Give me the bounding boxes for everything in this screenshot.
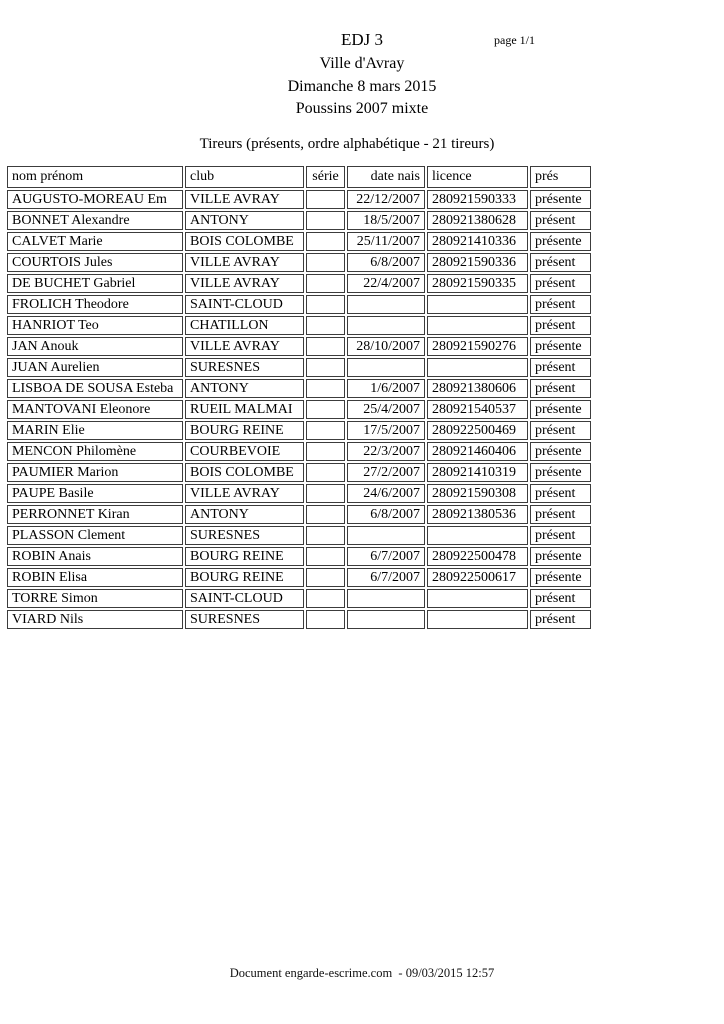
cell-name: BONNET Alexandre <box>7 211 183 230</box>
cell-licence: 280921380628 <box>427 211 528 230</box>
cell-name: PERRONNET Kiran <box>7 505 183 524</box>
cell-date_nais <box>347 589 425 608</box>
cell-name: LISBOA DE SOUSA Esteba <box>7 379 183 398</box>
cell-pres: présent <box>530 295 591 314</box>
cell-date_nais: 6/7/2007 <box>347 547 425 566</box>
cell-serie <box>306 463 345 482</box>
cell-club: BOURG REINE <box>185 547 304 566</box>
cell-serie <box>306 274 345 293</box>
cell-licence: 280921590333 <box>427 190 528 209</box>
cell-pres: présente <box>530 547 591 566</box>
cell-pres: présent <box>530 610 591 629</box>
cell-pres: présente <box>530 442 591 461</box>
cell-serie <box>306 547 345 566</box>
cell-serie <box>306 232 345 251</box>
cell-pres: présent <box>530 526 591 545</box>
table-row <box>7 589 591 608</box>
cell-licence: 280921380606 <box>427 379 528 398</box>
table-row <box>7 253 591 272</box>
cell-serie <box>306 358 345 377</box>
cell-serie <box>306 484 345 503</box>
cell-name: PLASSON Clement <box>7 526 183 545</box>
cell-pres: présent <box>530 274 591 293</box>
cell-date_nais: 22/4/2007 <box>347 274 425 293</box>
table-row <box>7 295 591 314</box>
cell-name: COURTOIS Jules <box>7 253 183 272</box>
cell-licence <box>427 589 528 608</box>
cell-serie <box>306 211 345 230</box>
cell-serie <box>306 379 345 398</box>
cell-name: PAUMIER Marion <box>7 463 183 482</box>
cell-date_nais: 22/12/2007 <box>347 190 425 209</box>
cell-date_nais <box>347 610 425 629</box>
cell-club: ANTONY <box>185 379 304 398</box>
cell-club: BOIS COLOMBE <box>185 463 304 482</box>
cell-pres: présente <box>530 337 591 356</box>
cell-name: TORRE Simon <box>7 589 183 608</box>
cell-licence <box>427 295 528 314</box>
cell-name: MANTOVANI Eleonore <box>7 400 183 419</box>
cell-licence: 280921590308 <box>427 484 528 503</box>
cell-date_nais <box>347 295 425 314</box>
column-header-name: nom prénom <box>7 166 183 188</box>
column-header-serie: série <box>306 166 345 188</box>
cell-club: ANTONY <box>185 505 304 524</box>
subtitle-venue: Ville d'Avray <box>319 55 405 72</box>
cell-date_nais: 6/8/2007 <box>347 505 425 524</box>
cell-name: DE BUCHET Gabriel <box>7 274 183 293</box>
cell-name: JUAN Aurelien <box>7 358 183 377</box>
column-header-club: club <box>185 166 304 188</box>
cell-pres: présente <box>530 190 591 209</box>
cell-name: ROBIN Anais <box>7 547 183 566</box>
cell-serie <box>306 295 345 314</box>
cell-date_nais: 28/10/2007 <box>347 337 425 356</box>
cell-pres: présent <box>530 484 591 503</box>
cell-date_nais: 24/6/2007 <box>347 484 425 503</box>
cell-date_nais: 27/2/2007 <box>347 463 425 482</box>
cell-club: SURESNES <box>185 526 304 545</box>
cell-club: COURBEVOIE <box>185 442 304 461</box>
cell-pres: présente <box>530 463 591 482</box>
cell-serie <box>306 526 345 545</box>
cell-pres: présent <box>530 253 591 272</box>
cell-pres: présente <box>530 568 591 587</box>
cell-club: ANTONY <box>185 211 304 230</box>
column-header-licence: licence <box>427 166 528 188</box>
cell-pres: présent <box>530 379 591 398</box>
cell-pres: présent <box>530 211 591 230</box>
table-row <box>7 232 591 251</box>
cell-club: RUEIL MALMAI <box>185 400 304 419</box>
footer-note: Document engarde-escrime.com - 09/03/2015 12:57 <box>229 966 495 980</box>
table-row <box>7 211 591 230</box>
attendance-table <box>5 164 593 631</box>
column-header-pres: prés <box>530 166 591 188</box>
cell-name: PAUPE Basile <box>7 484 183 503</box>
cell-date_nais <box>347 316 425 335</box>
table-row <box>7 526 591 545</box>
cell-pres: présente <box>530 232 591 251</box>
cell-name: CALVET Marie <box>7 232 183 251</box>
cell-date_nais: 6/7/2007 <box>347 568 425 587</box>
cell-serie <box>306 505 345 524</box>
cell-pres: présent <box>530 589 591 608</box>
table-row <box>7 421 591 440</box>
cell-pres: présent <box>530 421 591 440</box>
cell-date_nais: 18/5/2007 <box>347 211 425 230</box>
cell-licence: 280922500617 <box>427 568 528 587</box>
cell-name: HANRIOT Teo <box>7 316 183 335</box>
cell-club: SAINT-CLOUD <box>185 589 304 608</box>
cell-licence: 280921590335 <box>427 274 528 293</box>
cell-club: VILLE AVRAY <box>185 253 304 272</box>
cell-date_nais: 22/3/2007 <box>347 442 425 461</box>
cell-serie <box>306 337 345 356</box>
cell-name: VIARD Nils <box>7 610 183 629</box>
page-title: EDJ 3 <box>340 30 384 49</box>
cell-club: SAINT-CLOUD <box>185 295 304 314</box>
table-row <box>7 316 591 335</box>
cell-licence: 280921410319 <box>427 463 528 482</box>
cell-name: MENCON Philomène <box>7 442 183 461</box>
table-row <box>7 337 591 356</box>
subtitle-date: Dimanche 8 mars 2015 <box>287 78 437 95</box>
cell-pres: présent <box>530 316 591 335</box>
cell-serie <box>306 400 345 419</box>
cell-pres: présent <box>530 358 591 377</box>
cell-licence <box>427 316 528 335</box>
cell-club: CHATILLON <box>185 316 304 335</box>
cell-licence: 280922500469 <box>427 421 528 440</box>
cell-licence: 280921410336 <box>427 232 528 251</box>
table-row <box>7 547 591 566</box>
section-title: Tireurs (présents, ordre alphabétique - 21 tireurs) <box>199 136 495 152</box>
table-row <box>7 400 591 419</box>
cell-club: SURESNES <box>185 358 304 377</box>
table-row <box>7 484 591 503</box>
cell-name: AUGUSTO-MOREAU Em <box>7 190 183 209</box>
cell-serie <box>306 316 345 335</box>
table-row <box>7 610 591 629</box>
subtitle-category: Poussins 2007 mixte <box>295 100 429 117</box>
cell-date_nais <box>347 526 425 545</box>
cell-club: VILLE AVRAY <box>185 190 304 209</box>
cell-date_nais: 25/11/2007 <box>347 232 425 251</box>
cell-club: BOURG REINE <box>185 568 304 587</box>
cell-licence <box>427 526 528 545</box>
cell-serie <box>306 610 345 629</box>
cell-serie <box>306 421 345 440</box>
cell-club: VILLE AVRAY <box>185 337 304 356</box>
cell-licence: 280921540537 <box>427 400 528 419</box>
cell-licence: 280921590276 <box>427 337 528 356</box>
cell-licence: 280921460406 <box>427 442 528 461</box>
table-row <box>7 442 591 461</box>
cell-date_nais: 17/5/2007 <box>347 421 425 440</box>
cell-serie <box>306 190 345 209</box>
cell-licence: 280921380536 <box>427 505 528 524</box>
table-row <box>7 274 591 293</box>
cell-name: JAN Anouk <box>7 337 183 356</box>
cell-date_nais: 25/4/2007 <box>347 400 425 419</box>
table-row <box>7 463 591 482</box>
table-header-row <box>7 166 591 188</box>
table-row <box>7 505 591 524</box>
cell-name: MARIN Elie <box>7 421 183 440</box>
cell-club: VILLE AVRAY <box>185 274 304 293</box>
cell-club: BOURG REINE <box>185 421 304 440</box>
cell-date_nais <box>347 358 425 377</box>
cell-licence <box>427 610 528 629</box>
cell-serie <box>306 568 345 587</box>
cell-club: SURESNES <box>185 610 304 629</box>
cell-serie <box>306 589 345 608</box>
table-row <box>7 379 591 398</box>
table-row <box>7 190 591 209</box>
cell-licence: 280922500478 <box>427 547 528 566</box>
cell-club: VILLE AVRAY <box>185 484 304 503</box>
column-header-date_nais: date nais <box>347 166 425 188</box>
cell-pres: présente <box>530 400 591 419</box>
cell-club: BOIS COLOMBE <box>185 232 304 251</box>
cell-name: FROLICH Theodore <box>7 295 183 314</box>
cell-pres: présent <box>530 505 591 524</box>
cell-serie <box>306 253 345 272</box>
table-header <box>7 166 591 188</box>
table-row <box>7 568 591 587</box>
cell-date_nais: 1/6/2007 <box>347 379 425 398</box>
cell-serie <box>306 442 345 461</box>
table-row <box>7 358 591 377</box>
cell-licence <box>427 358 528 377</box>
cell-name: ROBIN Elisa <box>7 568 183 587</box>
page-number-indicator: page 1/1 <box>494 33 535 47</box>
cell-date_nais: 6/8/2007 <box>347 253 425 272</box>
cell-licence: 280921590336 <box>427 253 528 272</box>
table-body <box>7 190 591 629</box>
